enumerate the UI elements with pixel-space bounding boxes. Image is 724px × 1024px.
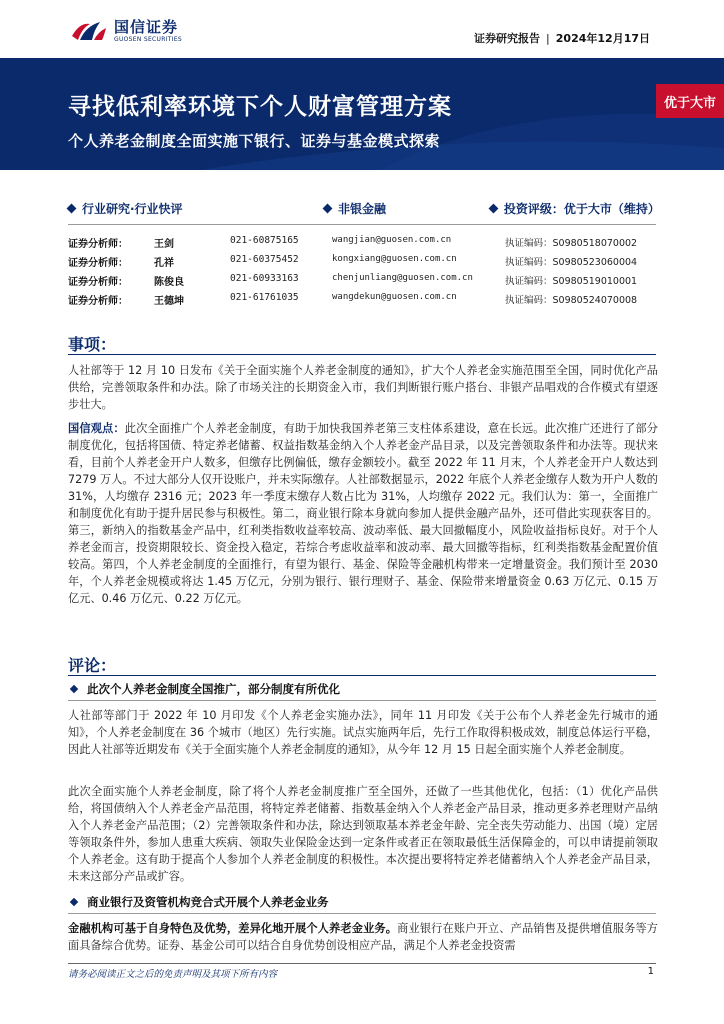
guosen-view-lead: 国信观点： [68, 422, 125, 435]
subhead-text: 商业银行及资管机构竞合式开展个人养老金业务 [87, 895, 329, 909]
analyst-cert: 执证编码：S0980519010001 [505, 276, 638, 287]
diamond-bullet-icon [489, 204, 499, 214]
analyst-email[interactable]: wangdekun@guosen.com.cn [332, 292, 457, 302]
analyst-email[interactable]: chenjunliang@guosen.com.cn [332, 273, 473, 283]
subhead-text: 此次个人养老金制度全国推广，部分制度有所优化 [87, 682, 340, 696]
diamond-bullet-icon [323, 204, 333, 214]
info-sector [324, 200, 386, 217]
report-type: 证券研究报告 [474, 32, 541, 45]
meta-separator: | [546, 32, 550, 45]
subhead-rule [68, 913, 656, 914]
analyst-cert: 执证编码：S0980518070002 [505, 238, 638, 249]
report-title: 寻找低利率环境下个人财富管理方案 [68, 94, 452, 120]
footer-disclaimer: 请务必阅读正文之后的免责声明及其项下所有内容 [68, 969, 278, 980]
analyst-cert: 执证编码：S0980524070008 [505, 295, 638, 306]
comments-paragraph-2: 此次全面实施个人养老金制度，除了将个人养老金制度推广至全国外，还做了一些其他优化，包括：（1）优化产品供给，将国债纳入个人养老金产品范围，将特定养老储蓄、指数基金纳入个人养老金产品目录，推动更多养老理财产品纳入个人养老金产品范围；（2）完善领取条件和办法，除达到领取基本养老金年龄、完全丧失劳动能力、出国（境）定居等领取条件外，参加人患重大疾病、领取失业保险金达到一定条件或者正在领取最低生活保障金的，可以申请提前领取个人养老金。这有助于提高个人参加个人养老金制度的积极性。本次提出要将特定养老储蓄纳入个人养老金产品目录，未来这部分产品或扩容。 [68, 785, 658, 883]
subhead-rule [68, 700, 656, 701]
analyst-phone: 021-61761035 [230, 292, 299, 303]
logo-chinese-name: 国信证券 [114, 17, 179, 36]
diamond-bullet-icon [70, 685, 78, 693]
analyst-row [68, 233, 658, 252]
info-row [68, 200, 660, 220]
analyst-role: 证券分析师： [68, 239, 128, 250]
analyst-cert: 执证编码：S0980523060004 [505, 257, 638, 268]
analyst-name: 孔祥 [154, 258, 174, 269]
analyst-row [68, 290, 658, 309]
guosen-view-paragraph [68, 420, 658, 607]
page-number: 1 [647, 966, 654, 977]
analyst-role: 证券分析师： [68, 258, 128, 269]
analyst-role: 证券分析师： [68, 296, 128, 307]
diamond-bullet-icon [70, 898, 78, 906]
analyst-phone: 021-60933163 [230, 273, 299, 284]
info-rating [490, 200, 660, 217]
page-header [0, 0, 724, 58]
category-label: 行业研究·行业快评 [82, 202, 183, 216]
section-rule [68, 354, 656, 355]
paragraph-bold-lead: 金融机构可基于自身特色及优势，差异化地开展个人养老金业务。 [68, 922, 398, 935]
paragraph-text: 商业银行在账户开立、产品销售及提供增值服务等方面具备综合优势。证券、基金公司可以结合自身优势创设相应产品，满足个人养老金投资需 [68, 922, 658, 952]
analyst-row [68, 252, 658, 271]
footer-rule [68, 963, 656, 964]
guosen-view-text: 此次全面推广个人养老金制度，有助于加快我国养老第三支柱体系建设，意在长远。此次推广还进行了部分制度优化，包括将国债、特定养老储蓄、权益指数基金纳入个人养老金产品目录，以及完善领取条件和办法等。现状来看，目前个人养老金开户人数多，但缴存比例偏低，缴存金额较小。截至 2022 年 11 月末，个人养老金开户人数达到 7279 万人。不过大部分人仅开设账户，并未实际缴存。人社部数据显示，2022 年底个人养老金缴存人数为开户人数的 31%，人均缴存 2316 元；2023 年一季度末缴存人数占比为 31%，人均缴存 2022 元。我们认为：第一，全面推广和制度优化有助于提升居民参与积极性。第二，商业银行除本身就向参加人提供金融产品外，还可借此实现获客目的。第三，新纳入的指数基金产品中，红利类指数收益率较高、波动率低、最大回撤幅度小，风险收益指标良好。对于个人养老金而言，投资期限较长、资金投入稳定，若综合考虑收益率和波动率、最大回撤等指标，红利类指数基金配置价值较高。第四，个人养老金制度的全面推行，有望为银行、基金、保险等金融机构带来一定增量资金。我们预计至 2030 年，个人养老金规模或将达 1.45 万亿元，分别为银行、银行理财子、基金、保险带来增量资金 0.63 万亿元、0.15 万亿元、0.46 万亿元、0.22 万亿元。 [68, 422, 658, 605]
section-title-comments: 评论： [68, 656, 117, 675]
analyst-email[interactable]: kongxiang@guosen.com.cn [332, 254, 457, 264]
guosen-logo-icon [70, 18, 108, 44]
section-title-matters: 事项： [68, 335, 117, 354]
rating-tag: 优于大市 [656, 84, 724, 118]
analyst-role: 证券分析师： [68, 277, 128, 288]
rating-label: 投资评级：优于大市（维持） [503, 202, 660, 216]
analyst-row [68, 271, 658, 290]
sector-label: 非银金融 [338, 202, 387, 216]
analyst-phone: 021-60875165 [230, 235, 299, 246]
analyst-phone: 021-60375452 [230, 254, 299, 265]
diamond-bullet-icon [67, 204, 77, 214]
analyst-email[interactable]: wangjian@guosen.com.cn [332, 235, 452, 245]
logo-english-name: GUOSEN SECURITIES [114, 35, 183, 43]
guosen-logo [70, 18, 182, 44]
comments-paragraph-1: 人社部等部门于 2022 年 10 月印发《个人养老金实施办法》，同年 11 月印发《关于公布个人养老金先行城市的通知》，个人养老金制度在 36 个城市（地区）先行实施。试点实施两年后，先行工作取得积极成效，制度总体运行平稳，因此人社部等近期发布《关于全面实施个人养老金制度的通知》，从今年 12 月 15 日起全面实施个人养老金制度。 [68, 709, 658, 756]
matters-paragraph: 人社部等于 12 月 10 日发布《关于全面实施个人养老金制度的通知》，扩大个人养老金实施范围至全国，同时优化产品供给，完善领取条件和办法。除了市场关注的长期资金入市，我们判断银行账户搭台、非银产品唱戏的合作模式有望逐步壮大。 [68, 364, 658, 411]
subhead-nationwide-rollout [68, 681, 340, 697]
analyst-name: 王剑 [154, 239, 174, 250]
report-meta [474, 30, 650, 46]
info-category [68, 200, 183, 217]
info-divider [68, 224, 656, 225]
comments-paragraph-3 [68, 920, 658, 956]
analyst-name: 陈俊良 [154, 277, 184, 288]
subhead-competition [68, 894, 329, 910]
report-subtitle: 个人养老金制度全面实施下银行、证券与基金模式探索 [68, 132, 441, 150]
section-rule [68, 675, 656, 676]
analyst-table [68, 233, 658, 309]
analyst-name: 王德坤 [154, 296, 184, 307]
report-date: 2024年12月17日 [555, 32, 650, 45]
